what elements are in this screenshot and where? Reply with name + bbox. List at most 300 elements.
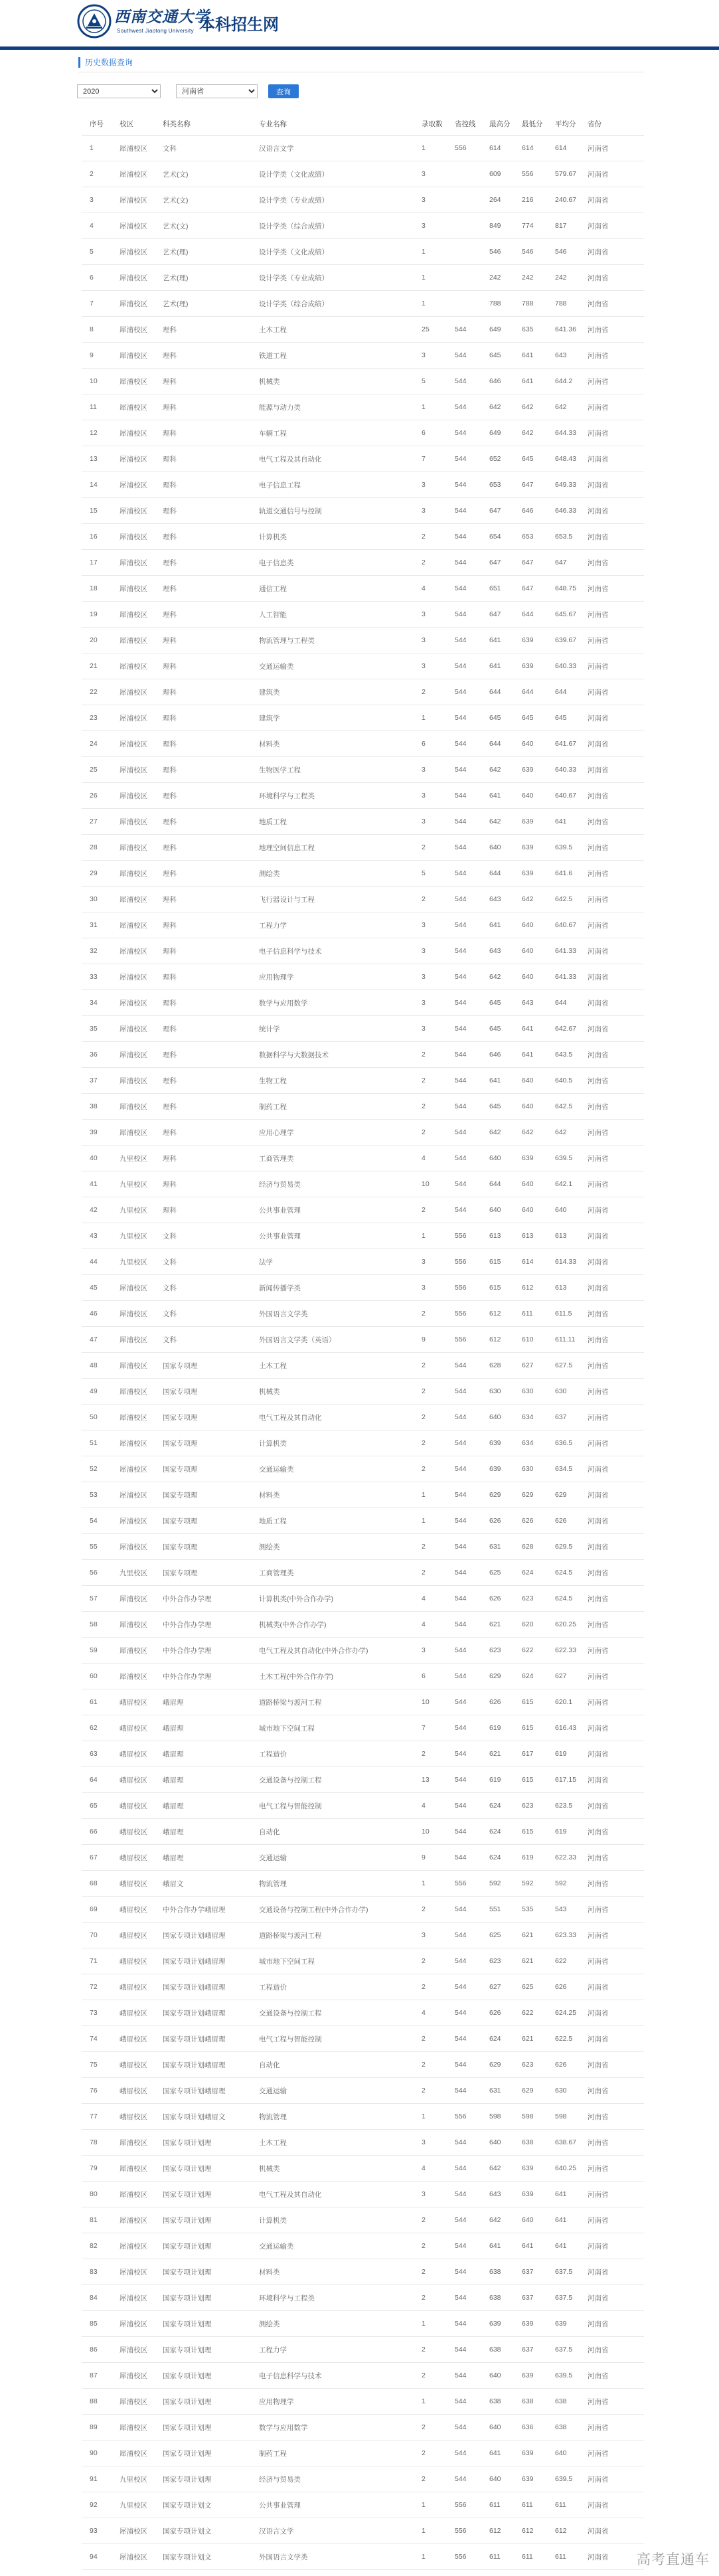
cell-max-score: 629 (481, 2052, 514, 2078)
cell-campus: 犀浦校区 (112, 835, 155, 861)
cell-seq: 94 (82, 2544, 112, 2570)
cell-admitted: 2 (414, 2259, 447, 2285)
cell-seq: 66 (82, 1819, 112, 1845)
cell-major: 工商管理类 (251, 1560, 414, 1586)
cell-province: 河南省 (580, 2466, 644, 2492)
cell-category: 国家专项计划理 (155, 2182, 251, 2207)
cell-province: 河南省 (580, 1249, 644, 1275)
cell-avg-score: 623.33 (547, 1923, 580, 1948)
cell-category: 理科 (155, 938, 251, 964)
table-row (82, 2337, 644, 2363)
cell-category: 理科 (155, 1016, 251, 1042)
cell-campus: 峨眉校区 (112, 1845, 155, 1871)
cell-province: 河南省 (580, 1741, 644, 1767)
cell-min-score: 639 (514, 757, 547, 783)
cell-major: 应用物理学 (251, 964, 414, 990)
cell-avg-score: 641 (547, 2233, 580, 2259)
cell-province: 河南省 (580, 1689, 644, 1715)
cell-control-line: 544 (447, 343, 481, 369)
cell-seq: 9 (82, 343, 112, 369)
cell-max-score: 615 (481, 1249, 514, 1275)
cell-category: 国家专项计划理 (155, 2259, 251, 2285)
cell-seq: 90 (82, 2441, 112, 2466)
cell-seq: 14 (82, 472, 112, 498)
cell-major: 材料类 (251, 731, 414, 757)
cell-min-score: 639 (514, 653, 547, 679)
table-row (82, 1275, 644, 1301)
cell-major: 测绘类 (251, 1534, 414, 1560)
cell-province: 河南省 (580, 1560, 644, 1586)
cell-campus: 犀浦校区 (112, 2311, 155, 2337)
cell-control-line: 544 (447, 1948, 481, 1974)
table-row (82, 1042, 644, 1068)
table-row (82, 1456, 644, 1482)
cell-province: 河南省 (580, 239, 644, 265)
cell-seq: 15 (82, 498, 112, 524)
cell-avg-score: 641.33 (547, 938, 580, 964)
cell-min-score: 640 (514, 2207, 547, 2233)
cell-control-line: 544 (447, 394, 481, 420)
cell-major: 计算机类(中外合作办学) (251, 1586, 414, 1612)
cell-admitted: 2 (414, 1379, 447, 1405)
cell-min-score: 611 (514, 2492, 547, 2518)
cell-control-line: 556 (447, 1327, 481, 1353)
cell-avg-score: 649.33 (547, 472, 580, 498)
cell-avg-score: 627 (547, 1664, 580, 1689)
cell-campus: 犀浦校区 (112, 809, 155, 835)
table-row (82, 809, 644, 835)
cell-seq: 81 (82, 2207, 112, 2233)
table-row (82, 1482, 644, 1508)
cell-avg-score: 640 (547, 1197, 580, 1223)
table-row (82, 2518, 644, 2544)
cell-min-score: 640 (514, 731, 547, 757)
cell-province: 河南省 (580, 1948, 644, 1974)
table-row (82, 964, 644, 990)
column-header-admitted: 录取数 (414, 113, 447, 135)
cell-control-line: 544 (447, 1405, 481, 1430)
cell-admitted: 2 (414, 1353, 447, 1379)
cell-seq: 55 (82, 1534, 112, 1560)
cell-min-score: 640 (514, 1197, 547, 1223)
cell-seq: 48 (82, 1353, 112, 1379)
cell-avg-score: 641 (547, 809, 580, 835)
cell-control-line: 544 (447, 1456, 481, 1482)
cell-campus: 犀浦校区 (112, 550, 155, 576)
cell-avg-score: 637.5 (547, 2337, 580, 2363)
cell-admitted: 3 (414, 602, 447, 628)
cell-category: 理科 (155, 446, 251, 472)
cell-major: 铁道工程 (251, 343, 414, 369)
cell-campus: 犀浦校区 (112, 731, 155, 757)
cell-max-score: 613 (481, 1223, 514, 1249)
cell-province: 河南省 (580, 343, 644, 369)
cell-max-score: 649 (481, 317, 514, 343)
cell-province: 河南省 (580, 1171, 644, 1197)
cell-max-score: 631 (481, 1534, 514, 1560)
cell-max-score: 609 (481, 161, 514, 187)
cell-control-line: 544 (447, 1664, 481, 1689)
cell-min-score: 643 (514, 990, 547, 1016)
cell-major: 工程造价 (251, 1741, 414, 1767)
cell-admitted: 2 (414, 550, 447, 576)
cell-major: 设计学类（专业成绩） (251, 265, 414, 291)
cell-category: 国家专项计划理 (155, 2311, 251, 2337)
cell-category: 国家专项计划峨眉理 (155, 2078, 251, 2104)
cell-campus: 犀浦校区 (112, 1586, 155, 1612)
cell-control-line (447, 265, 481, 291)
cell-max-score: 644 (481, 679, 514, 705)
cell-min-score: 639 (514, 2466, 547, 2492)
cell-admitted: 3 (414, 912, 447, 938)
cell-province: 河南省 (580, 1819, 644, 1845)
cell-province: 河南省 (580, 861, 644, 887)
cell-max-score: 611 (481, 2544, 514, 2570)
cell-campus: 犀浦校区 (112, 239, 155, 265)
cell-province: 河南省 (580, 2337, 644, 2363)
cell-control-line: 544 (447, 576, 481, 602)
cell-province: 河南省 (580, 2259, 644, 2285)
cell-major: 公共事业管理 (251, 1197, 414, 1223)
cell-control-line: 544 (447, 1146, 481, 1171)
cell-min-score: 614 (514, 1249, 547, 1275)
cell-control-line: 556 (447, 1223, 481, 1249)
cell-max-score: 621 (481, 1612, 514, 1638)
year-select[interactable] (77, 84, 161, 98)
cell-campus: 犀浦校区 (112, 861, 155, 887)
cell-province: 河南省 (580, 2518, 644, 2544)
cell-seq: 91 (82, 2466, 112, 2492)
table-row (82, 1793, 644, 1819)
cell-category: 中外合作办学理 (155, 1638, 251, 1664)
cell-avg-score: 639.67 (547, 628, 580, 653)
cell-max-score: 645 (481, 705, 514, 731)
cell-min-score: 628 (514, 1534, 547, 1560)
cell-avg-score: 641 (547, 2182, 580, 2207)
province-select[interactable] (176, 84, 258, 98)
cell-avg-score: 817 (547, 213, 580, 239)
cell-province: 河南省 (580, 887, 644, 912)
cell-admitted: 2 (414, 2233, 447, 2259)
cell-campus: 九里校区 (112, 2492, 155, 2518)
cell-control-line: 556 (447, 2544, 481, 2570)
cell-province: 河南省 (580, 135, 644, 161)
cell-avg-score: 626 (547, 2052, 580, 2078)
cell-campus: 犀浦校区 (112, 1042, 155, 1068)
cell-admitted: 4 (414, 1586, 447, 1612)
cell-province: 河南省 (580, 2492, 644, 2518)
cell-max-score: 651 (481, 576, 514, 602)
cell-major: 电子信息类 (251, 550, 414, 576)
cell-province: 河南省 (580, 1612, 644, 1638)
cell-campus: 犀浦校区 (112, 524, 155, 550)
cell-category: 中外合作办学峨眉理 (155, 1897, 251, 1923)
cell-control-line: 544 (447, 1560, 481, 1586)
cell-admitted: 6 (414, 1664, 447, 1689)
cell-max-score: 649 (481, 420, 514, 446)
cell-min-score: 610 (514, 1327, 547, 1353)
cell-max-score: 647 (481, 498, 514, 524)
cell-max-score: 592 (481, 1871, 514, 1897)
cell-category: 国家专项计划峨眉理 (155, 2052, 251, 2078)
cell-province: 河南省 (580, 1767, 644, 1793)
cell-control-line: 544 (447, 2285, 481, 2311)
cell-seq: 10 (82, 369, 112, 394)
cell-control-line: 544 (447, 420, 481, 446)
cell-campus: 犀浦校区 (112, 394, 155, 420)
cell-admitted: 5 (414, 369, 447, 394)
cell-campus: 犀浦校区 (112, 498, 155, 524)
cell-control-line: 544 (447, 912, 481, 938)
cell-admitted: 2 (414, 1120, 447, 1146)
table-row (82, 1974, 644, 2000)
cell-seq: 26 (82, 783, 112, 809)
cell-control-line: 544 (447, 2078, 481, 2104)
cell-category: 国家专项计划理 (155, 2130, 251, 2156)
cell-control-line: 544 (447, 679, 481, 705)
university-emblem-icon[interactable] (77, 4, 112, 39)
cell-seq: 65 (82, 1793, 112, 1819)
cell-avg-score: 624.25 (547, 2000, 580, 2026)
cell-min-score: 640 (514, 1068, 547, 1094)
search-button[interactable]: 查询 (268, 84, 299, 98)
cell-min-score: 546 (514, 239, 547, 265)
cell-min-score: 242 (514, 265, 547, 291)
cell-control-line: 544 (447, 1379, 481, 1405)
cell-major: 地质工程 (251, 1508, 414, 1534)
cell-control-line: 544 (447, 1068, 481, 1094)
cell-category: 理科 (155, 835, 251, 861)
cell-admitted: 3 (414, 1638, 447, 1664)
cell-min-score: 634 (514, 1430, 547, 1456)
cell-admitted: 1 (414, 394, 447, 420)
cell-seq: 82 (82, 2233, 112, 2259)
cell-admitted: 1 (414, 2104, 447, 2130)
cell-control-line: 544 (447, 1923, 481, 1948)
table-row (82, 757, 644, 783)
cell-min-score: 615 (514, 1715, 547, 1741)
cell-min-score: 635 (514, 317, 547, 343)
cell-province: 河南省 (580, 1638, 644, 1664)
cell-category: 国家专项理 (155, 1482, 251, 1508)
cell-admitted: 9 (414, 1327, 447, 1353)
cell-province: 河南省 (580, 498, 644, 524)
cell-category: 国家专项计划峨眉理 (155, 1974, 251, 2000)
cell-province: 河南省 (580, 628, 644, 653)
cell-avg-score: 642 (547, 1120, 580, 1146)
cell-max-score: 644 (481, 1171, 514, 1197)
cell-seq: 74 (82, 2026, 112, 2052)
cell-avg-score: 579.67 (547, 161, 580, 187)
cell-major: 交通运输类 (251, 653, 414, 679)
cell-province: 河南省 (580, 2544, 644, 2570)
cell-control-line: 544 (447, 1715, 481, 1741)
table-row (82, 135, 644, 161)
cell-max-score: 641 (481, 2441, 514, 2466)
cell-control-line: 556 (447, 2104, 481, 2130)
cell-control-line: 544 (447, 2000, 481, 2026)
university-name-cn[interactable]: 西南交通大学 (114, 8, 210, 26)
cell-control-line: 544 (447, 2156, 481, 2182)
cell-max-score: 849 (481, 213, 514, 239)
cell-major: 土木工程(中外合作办学) (251, 1664, 414, 1689)
cell-province: 河南省 (580, 1793, 644, 1819)
table-row (82, 1223, 644, 1249)
cell-max-score: 264 (481, 187, 514, 213)
cell-control-line: 544 (447, 2311, 481, 2337)
cell-campus: 犀浦校区 (112, 912, 155, 938)
cell-major: 人工智能 (251, 602, 414, 628)
cell-seq: 67 (82, 1845, 112, 1871)
cell-campus: 犀浦校区 (112, 2544, 155, 2570)
table-row (82, 1430, 644, 1456)
cell-category: 艺术(理) (155, 291, 251, 317)
cell-max-score: 643 (481, 938, 514, 964)
cell-max-score: 641 (481, 1068, 514, 1094)
portal-title[interactable]: 本科招生网 (199, 16, 279, 34)
cell-campus: 犀浦校区 (112, 938, 155, 964)
cell-campus: 犀浦校区 (112, 472, 155, 498)
cell-seq: 60 (82, 1664, 112, 1689)
cell-province: 河南省 (580, 265, 644, 291)
cell-control-line (447, 187, 481, 213)
table-row (82, 990, 644, 1016)
cell-province: 河南省 (580, 550, 644, 576)
cell-avg-score: 592 (547, 1871, 580, 1897)
cell-avg-score: 622.33 (547, 1845, 580, 1871)
cell-control-line: 556 (447, 1275, 481, 1301)
cell-control-line: 544 (447, 1741, 481, 1767)
cell-category: 峨眉理 (155, 1767, 251, 1793)
cell-major: 物流管理 (251, 2104, 414, 2130)
cell-avg-score: 644 (547, 679, 580, 705)
cell-category: 理科 (155, 524, 251, 550)
cell-seq: 61 (82, 1689, 112, 1715)
cell-min-score: 639 (514, 2311, 547, 2337)
cell-seq: 27 (82, 809, 112, 835)
cell-avg-score: 641.67 (547, 731, 580, 757)
cell-category: 峨眉理 (155, 1715, 251, 1741)
cell-avg-score: 788 (547, 291, 580, 317)
cell-min-score: 623 (514, 1793, 547, 1819)
cell-seq: 24 (82, 731, 112, 757)
cell-major: 电气工程及其自动化 (251, 1405, 414, 1430)
table-row (82, 783, 644, 809)
cell-province: 河南省 (580, 1223, 644, 1249)
cell-province: 河南省 (580, 1923, 644, 1948)
cell-avg-score: 636.5 (547, 1430, 580, 1456)
cell-major: 设计学类（专业成绩） (251, 187, 414, 213)
cell-admitted: 3 (414, 1275, 447, 1301)
cell-avg-score: 640.25 (547, 2156, 580, 2182)
cell-avg-score: 624.5 (547, 1586, 580, 1612)
cell-major: 经济与贸易类 (251, 2466, 414, 2492)
cell-campus: 犀浦校区 (112, 2130, 155, 2156)
table-row (82, 420, 644, 446)
cell-category: 文科 (155, 1301, 251, 1327)
cell-seq: 92 (82, 2492, 112, 2518)
cell-control-line: 544 (447, 2441, 481, 2466)
cell-province: 河南省 (580, 1146, 644, 1171)
table-row (82, 1948, 644, 1974)
cell-major: 飞行器设计与工程 (251, 887, 414, 912)
cell-admitted: 1 (414, 2544, 447, 2570)
cell-control-line: 544 (447, 498, 481, 524)
column-header-category: 科类名称 (155, 113, 251, 135)
cell-province: 河南省 (580, 990, 644, 1016)
cell-category: 中外合作办学理 (155, 1612, 251, 1638)
column-header-min-score: 最低分 (514, 113, 547, 135)
cell-admitted: 3 (414, 990, 447, 1016)
cell-province: 河南省 (580, 757, 644, 783)
cell-seq: 4 (82, 213, 112, 239)
cell-avg-score: 614.33 (547, 1249, 580, 1275)
cell-campus: 犀浦校区 (112, 213, 155, 239)
table-row (82, 1301, 644, 1327)
cell-category: 理科 (155, 628, 251, 653)
cell-avg-score: 653.5 (547, 524, 580, 550)
table-row (82, 1871, 644, 1897)
cell-seq: 56 (82, 1560, 112, 1586)
cell-min-score: 642 (514, 420, 547, 446)
cell-control-line: 544 (447, 1586, 481, 1612)
cell-min-score: 622 (514, 2000, 547, 2026)
cell-max-score: 640 (481, 835, 514, 861)
cell-major: 道路桥梁与渡河工程 (251, 1689, 414, 1715)
cell-avg-score: 639 (547, 2311, 580, 2337)
cell-campus: 犀浦校区 (112, 1275, 155, 1301)
table-row (82, 2078, 644, 2104)
cell-category: 国家专项计划理 (155, 2207, 251, 2233)
cell-campus: 犀浦校区 (112, 2389, 155, 2415)
cell-min-score: 624 (514, 1560, 547, 1586)
cell-control-line: 544 (447, 1974, 481, 2000)
cell-category: 国家专项计划理 (155, 2363, 251, 2389)
cell-avg-score: 612 (547, 2518, 580, 2544)
cell-admitted: 25 (414, 317, 447, 343)
cell-admitted: 6 (414, 420, 447, 446)
table-row (82, 472, 644, 498)
cell-major: 机械类(中外合作办学) (251, 1612, 414, 1638)
cell-avg-score: 620.1 (547, 1689, 580, 1715)
cell-campus: 犀浦校区 (112, 2182, 155, 2207)
cell-admitted: 2 (414, 1560, 447, 1586)
cell-campus: 犀浦校区 (112, 2156, 155, 2182)
cell-admitted: 3 (414, 809, 447, 835)
table-row (82, 2492, 644, 2518)
cell-admitted: 7 (414, 1715, 447, 1741)
column-header-control-line: 省控线 (447, 113, 481, 135)
cell-admitted: 1 (414, 2389, 447, 2415)
cell-admitted: 4 (414, 576, 447, 602)
cell-max-score: 623 (481, 1638, 514, 1664)
cell-control-line (447, 161, 481, 187)
cell-control-line: 544 (447, 1120, 481, 1146)
cell-max-score: 624 (481, 1793, 514, 1819)
cell-province: 河南省 (580, 291, 644, 317)
cell-min-score: 647 (514, 472, 547, 498)
cell-major: 新闻传播学类 (251, 1275, 414, 1301)
cell-seq: 17 (82, 550, 112, 576)
cell-major: 道路桥梁与渡河工程 (251, 1923, 414, 1948)
cell-province: 河南省 (580, 1534, 644, 1560)
cell-admitted: 2 (414, 2415, 447, 2441)
cell-min-score: 647 (514, 576, 547, 602)
cell-avg-score: 614 (547, 135, 580, 161)
column-header-avg-score: 平均分 (547, 113, 580, 135)
cell-seq: 49 (82, 1379, 112, 1405)
cell-campus: 峨眉校区 (112, 2052, 155, 2078)
